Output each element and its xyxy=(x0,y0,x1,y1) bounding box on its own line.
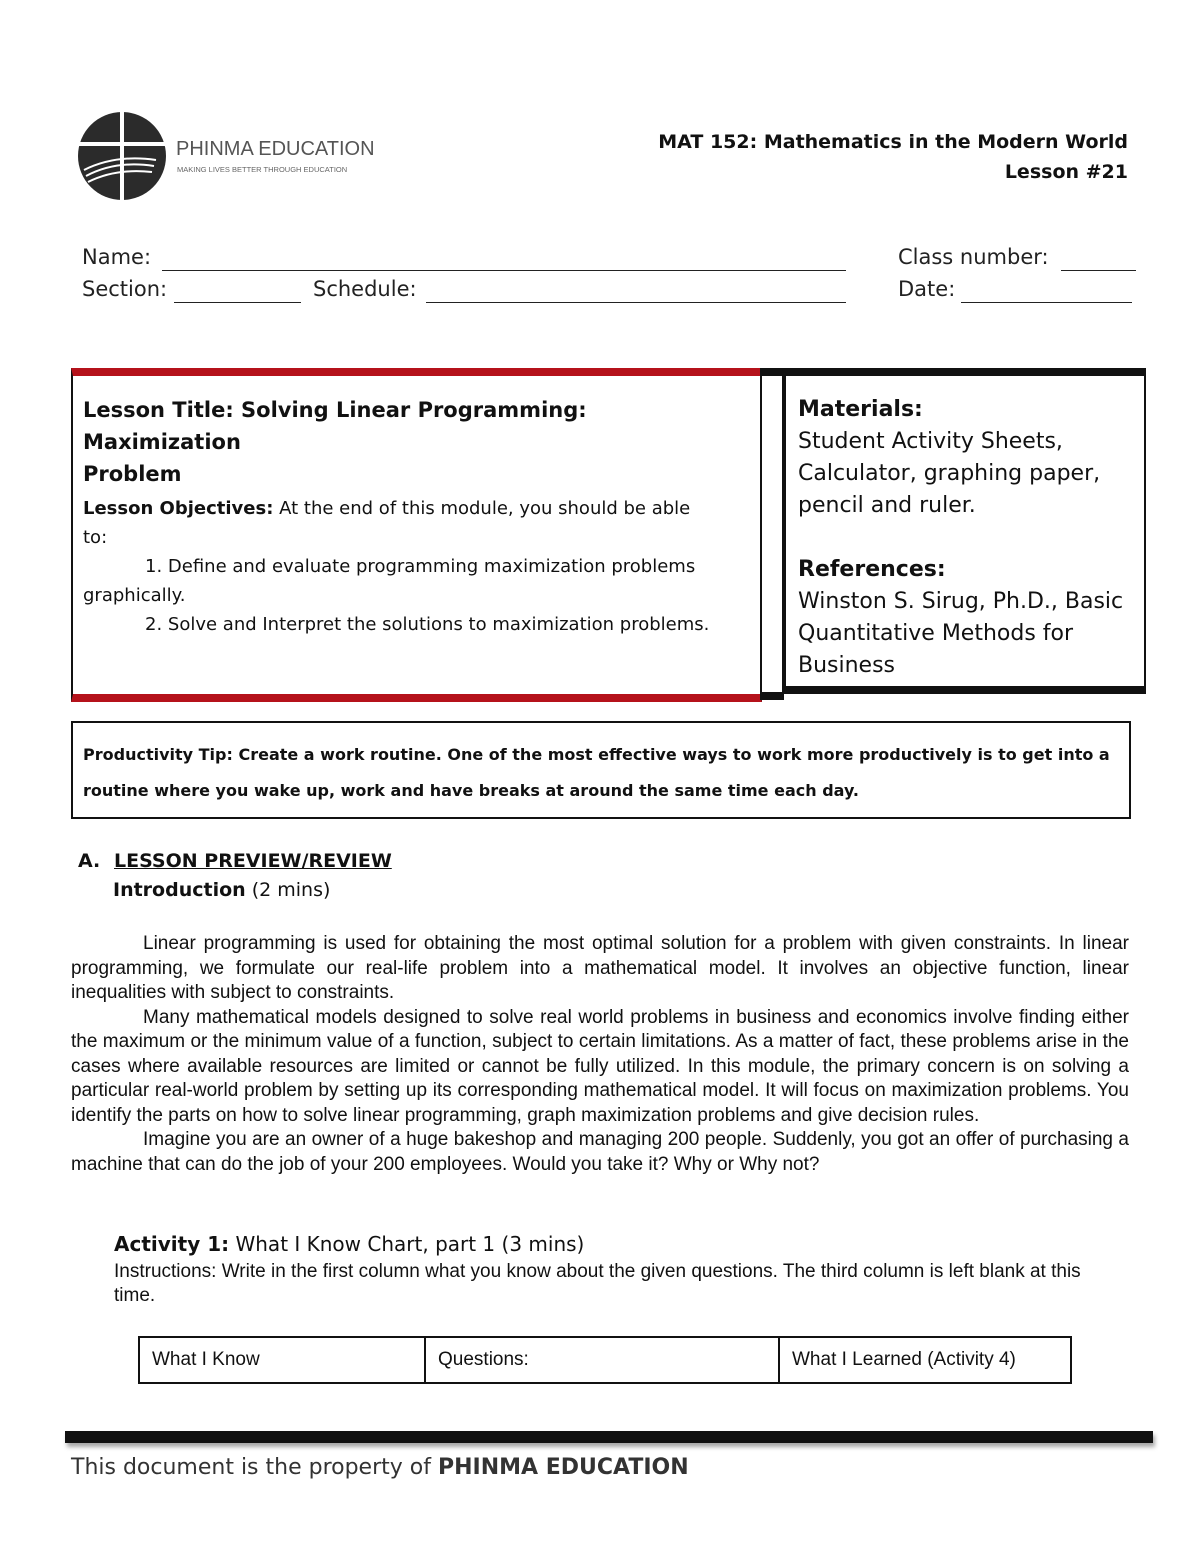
objective-2: 2. Solve and Interpret the solutions to maximization problems. xyxy=(145,614,710,635)
section-a-title: LESSON PREVIEW/REVIEW xyxy=(114,850,392,872)
section-a-number: A. xyxy=(78,850,101,872)
column-header-what-i-know: What I Know xyxy=(139,1337,425,1383)
intro-label: Introduction xyxy=(113,879,246,901)
schedule-label: Schedule: xyxy=(313,277,417,301)
date-label: Date: xyxy=(898,277,956,301)
logo-tagline: MAKING LIVES BETTER THROUGH EDUCATION xyxy=(177,165,348,174)
materials-box xyxy=(784,368,1146,694)
lesson-objectives xyxy=(83,494,748,639)
footer-text xyxy=(71,1455,689,1480)
logo-emblem-icon xyxy=(76,110,376,206)
tip-line1: Productivity Tip: Create a work routine. One of the most effective ways to work more productively is to get into a xyxy=(83,745,1110,764)
lesson-title-line1: Lesson Title: Solving Linear Programming: Maximization xyxy=(83,398,587,454)
lesson-title xyxy=(83,394,748,490)
materials-line3: pencil and ruler. xyxy=(798,493,976,518)
paragraph: Linear programming is used for obtaining the most optimal solution for a problem with given constraints. In linear programming, we formulate our real-life problem into a mathematical model. It involves an objective function, linear inequalities with subject to constraints. xyxy=(71,933,1129,1003)
section-a-heading xyxy=(78,850,392,872)
phinma-logo xyxy=(76,110,376,206)
class-number-label: Class number: xyxy=(898,245,1049,269)
section-label: Section: xyxy=(82,277,168,301)
schedule-field[interactable] xyxy=(426,302,846,303)
footer-brand: PHINMA EDUCATION xyxy=(437,1455,689,1480)
paragraph: Imagine you are an owner of a huge bakeshop and managing 200 people. Suddenly, you got an offer of purchasing a machine that can do the job of your 200 employees. Would you take it? Why or Why not? xyxy=(71,1129,1129,1175)
lesson-number: Lesson #21 xyxy=(1004,161,1128,183)
date-field[interactable] xyxy=(961,302,1132,303)
materials-line2: Calculator, graphing paper, xyxy=(798,461,1101,486)
lesson-box xyxy=(71,368,762,702)
objectives-intro: At the end of this module, you should be able xyxy=(273,498,691,519)
reference-line3: Business xyxy=(798,653,896,678)
references-label: References: xyxy=(798,557,946,582)
materials-label: Materials: xyxy=(798,397,923,422)
name-label: Name: xyxy=(82,245,152,269)
objective-1-cont: graphically. xyxy=(83,585,186,606)
reference-line2: Quantitative Methods for xyxy=(798,621,1074,646)
tip-line2: routine where you wake up, work and have breaks at around the same time each day. xyxy=(83,781,859,800)
paragraph: Many mathematical models designed to solve real world problems in business and economics involve finding either the maximum or the minimum value of a function, subject to certain limitations. As a matter of fact, these problems arise in the cases where available resources are limited or cannot be fully utilized. In this module, the primary concern is on solving a particular real-world problem by setting up its corresponding mathematical model. It will focus on maximization problems. You identify the parts on how to solve linear programming, graph maximization problems and give decision rules. xyxy=(71,1006,1129,1126)
footer-bar xyxy=(65,1431,1153,1443)
activity-label: Activity 1: xyxy=(114,1232,230,1256)
course-title: MAT 152: Mathematics in the Modern World xyxy=(658,131,1128,153)
lesson-title-line2: Problem xyxy=(83,462,182,486)
reference-line1: Winston S. Sirug, Ph.D., Basic xyxy=(798,589,1124,614)
activity-1-heading xyxy=(114,1232,584,1256)
section-field[interactable] xyxy=(174,302,301,303)
activity-instructions: Instructions: Write in the first column what you know about the given questions. The third column is left blank at this time. xyxy=(114,1261,1081,1306)
column-header-what-i-learned: What I Learned (Activity 4) xyxy=(779,1337,1071,1383)
objective-1: 1. Define and evaluate programming maximization problems xyxy=(145,556,696,577)
class-number-field[interactable] xyxy=(1061,270,1136,271)
introduction-heading xyxy=(113,879,330,901)
column-header-questions: Questions: xyxy=(425,1337,779,1383)
materials-line1: Student Activity Sheets, xyxy=(798,429,1063,454)
objectives-label: Lesson Objectives: xyxy=(83,498,274,519)
intro-time: (2 mins) xyxy=(245,879,331,901)
objectives-intro2: to: xyxy=(83,527,108,548)
introduction-body xyxy=(71,932,1129,1177)
activity-title: What I Know Chart, part 1 (3 mins) xyxy=(229,1232,585,1256)
name-field[interactable] xyxy=(162,270,846,271)
footer-statement: This document is the property of xyxy=(71,1455,438,1480)
logo-name: PHINMA EDUCATION xyxy=(176,138,375,160)
divider-box xyxy=(760,368,784,700)
productivity-tip-box xyxy=(71,721,1131,819)
table-row xyxy=(139,1337,1071,1383)
what-i-know-chart xyxy=(138,1336,1072,1384)
